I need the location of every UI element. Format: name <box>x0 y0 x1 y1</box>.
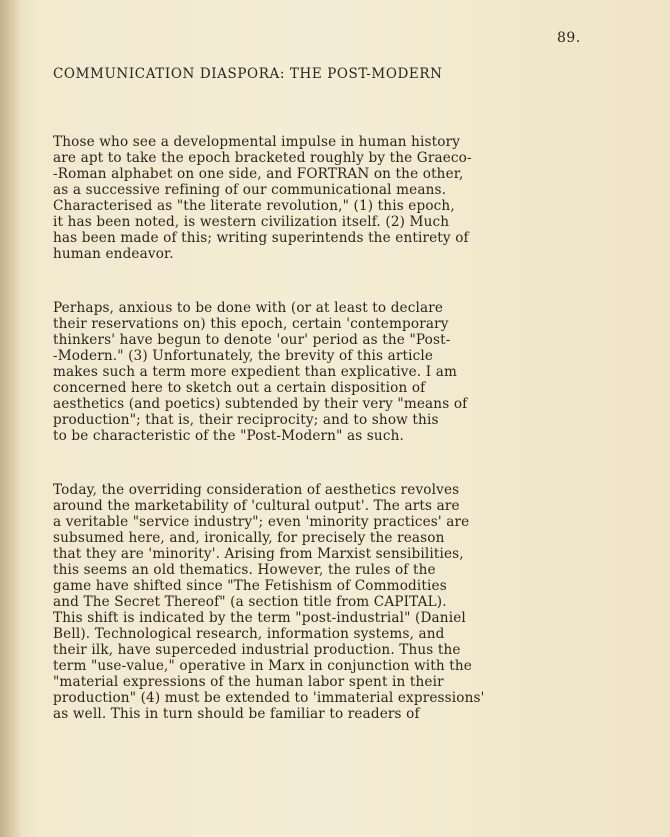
text-line: -Modern." (3) Unfortunately, the brevity of this article <box>53 348 434 364</box>
text-line: to be characteristic of the "Post-Modern" as such. <box>53 428 404 444</box>
text-line: has been made of this; writing superintends the entirety of <box>53 230 469 246</box>
binding-shadow <box>0 0 22 837</box>
text-line: game have shifted since "The Fetishism of Commodities <box>53 578 447 594</box>
text-line: Those who see a developmental impulse in human history <box>53 134 461 150</box>
paragraph-2 <box>53 300 653 444</box>
text-line: thinkers' have begun to denote 'our' period as the "Post- <box>53 332 451 348</box>
text-line: "material expressions of the human labor spent in their <box>53 674 444 690</box>
text-line: Today, the overriding consideration of aesthetics revolves <box>53 482 460 498</box>
text-line: and The Secret Thereof" (a section title from CAPITAL). <box>53 594 447 610</box>
text-line: production" (4) must be extended to 'immaterial expressions' <box>53 690 485 706</box>
text-line: as a successive refining of our communicational means. <box>53 182 447 198</box>
text-line: production"; that is, their reciprocity; and to show this <box>53 412 439 428</box>
text-line: Bell). Technological research, information systems, and <box>53 626 445 642</box>
page-number: 89. <box>557 30 581 46</box>
text-line: concerned here to sketch out a certain disposition of <box>53 380 426 396</box>
text-line: human endeavor. <box>53 246 174 262</box>
text-line: aesthetics (and poetics) subtended by their very "means of <box>53 396 468 412</box>
text-line: it has been noted, is western civilization itself. (2) Much <box>53 214 450 230</box>
paragraph-1 <box>53 134 653 262</box>
text-line: this seems an old thematics. However, the rules of the <box>53 562 436 578</box>
text-line: term "use-value," operative in Marx in conjunction with the <box>53 658 473 674</box>
text-line: that they are 'minority'. Arising from Marxist sensibilities, <box>53 546 464 562</box>
paragraph-3 <box>53 482 653 722</box>
text-line: This shift is indicated by the term "post-industrial" (Daniel <box>53 610 466 626</box>
text-line: are apt to take the epoch bracketed roughly by the Graeco- <box>53 150 472 166</box>
page-title: COMMUNICATION DIASPORA: THE POST-MODERN <box>53 66 443 82</box>
text-line: makes such a term more expedient than explicative. I am <box>53 364 458 380</box>
text-line: their ilk, have superceded industrial production. Thus the <box>53 642 461 658</box>
text-line: Perhaps, anxious to be done with (or at least to declare <box>53 300 444 316</box>
text-line: their reservations on) this epoch, certain 'contemporary <box>53 316 449 332</box>
text-line: a veritable "service industry"; even 'minority practices' are <box>53 514 470 530</box>
text-line: Characterised as "the literate revolution," (1) this epoch, <box>53 198 455 214</box>
text-line: -Roman alphabet on one side, and FORTRAN on the other, <box>53 166 464 182</box>
text-line: around the marketability of 'cultural output'. The arts are <box>53 498 460 514</box>
text-line: as well. This in turn should be familiar to readers of <box>53 706 420 722</box>
text-line: subsumed here, and, ironically, for precisely the reason <box>53 530 445 546</box>
